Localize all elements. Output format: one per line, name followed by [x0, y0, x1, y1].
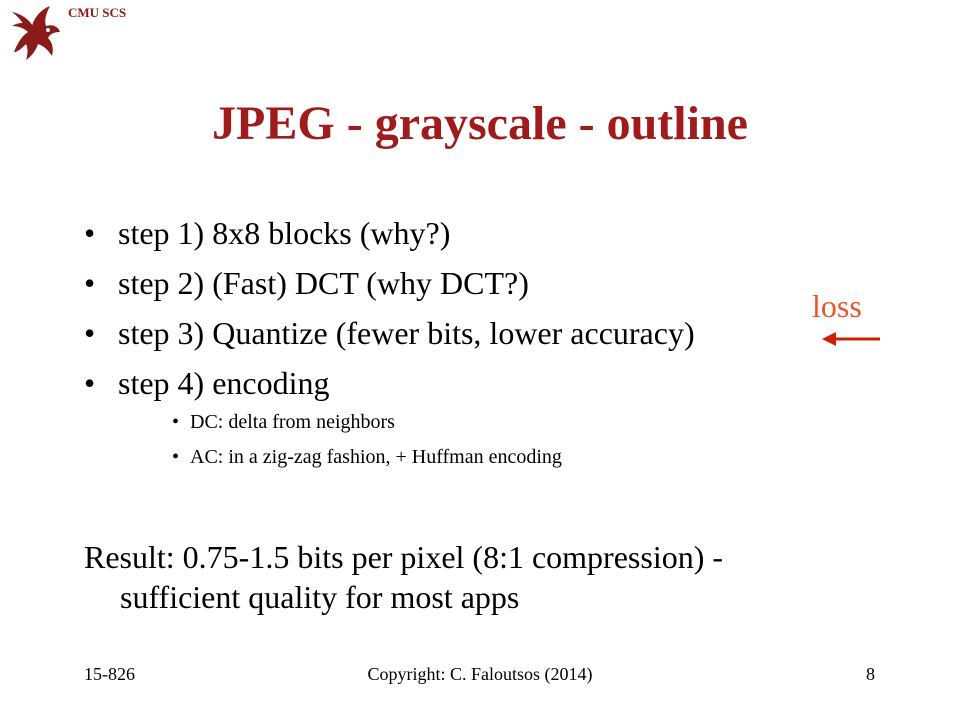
bullet-dot: • [84, 315, 96, 351]
bullet-text: step 3) Quantize (fewer bits, lower accuracy) [118, 315, 695, 351]
loss-annotation: loss [812, 288, 862, 324]
bullet-text: step 2) (Fast) DCT (why DCT?) [118, 265, 529, 301]
sub-bullet-text: DC: delta from neighbors [190, 411, 395, 433]
bullet-dot: • [84, 215, 96, 251]
sub-bullet-list [172, 410, 562, 480]
sub-bullet-text: AC: in a zig-zag fashion, + Huffman encoding [190, 446, 562, 468]
sub-bullet-dot: • [172, 446, 180, 468]
footer-course: 15-826 [84, 664, 135, 684]
slide-title: JPEG - grayscale - outline [212, 97, 748, 150]
bullet-step-3 [84, 315, 695, 351]
bullet-text: step 4) encoding [118, 365, 330, 401]
footer-copyright: Copyright: C. Faloutsos (2014) [367, 664, 593, 684]
bullet-step-2 [84, 265, 695, 301]
bullet-text: step 1) 8x8 blocks (why?) [118, 215, 451, 251]
sub-bullet-dc [172, 410, 562, 434]
org-label: CMU SCS [68, 5, 127, 20]
sub-bullet-ac [172, 445, 562, 469]
bullet-dot: • [84, 265, 96, 301]
main-bullet-list [84, 215, 695, 415]
result-line-1: Result: 0.75-1.5 bits per pixel (8:1 compression) - [84, 539, 724, 575]
sub-bullet-dot: • [172, 411, 180, 433]
bullet-step-4 [84, 365, 695, 401]
left-arrow-icon [822, 330, 882, 348]
result-paragraph [84, 537, 884, 617]
bullet-dot: • [84, 365, 96, 401]
griffin-logo-icon [4, 2, 62, 64]
result-line-2: sufficient quality for most apps [120, 579, 520, 615]
footer-page-number: 8 [866, 664, 875, 684]
bullet-step-1 [84, 215, 695, 251]
